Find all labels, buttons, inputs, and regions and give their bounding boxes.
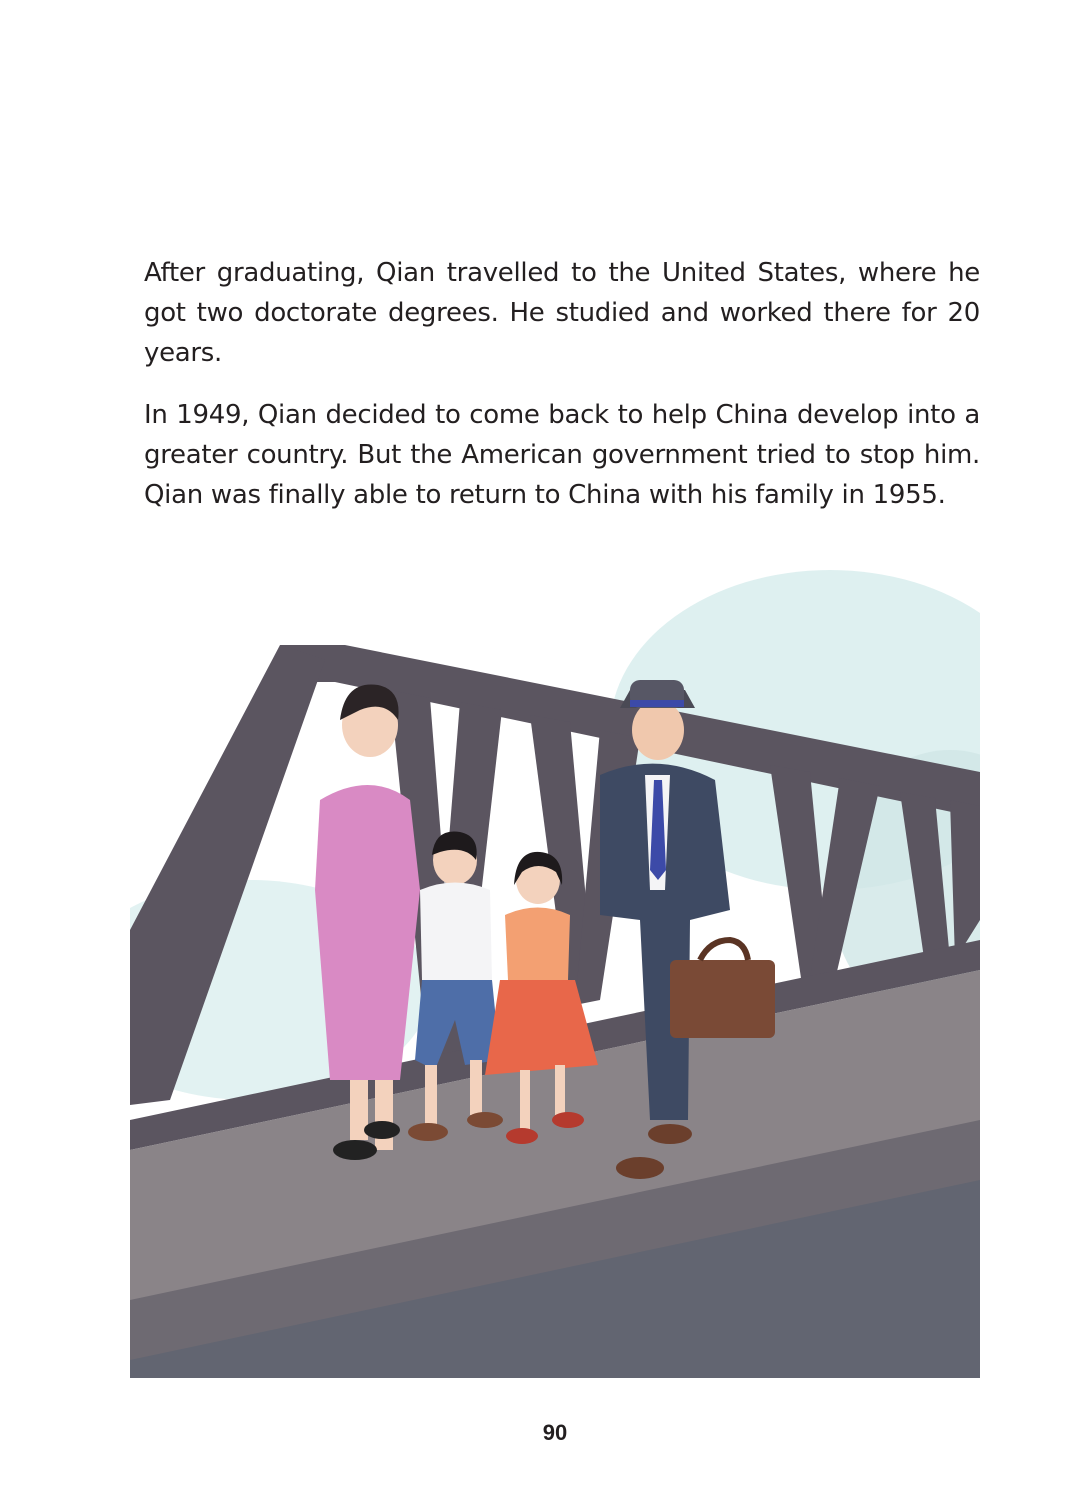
page-number: 90: [542, 1420, 568, 1445]
body-text: [144, 253, 980, 537]
briefcase: [670, 960, 775, 1038]
family-bridge-illustration: [130, 560, 980, 1378]
paragraph-2: In 1949, Qian decided to come back to help China develop into a greater country. But the American government tried to stop him. Qian was finally able to return to China with his family in 1955.: [144, 400, 980, 510]
paragraph-1: After graduating, Qian travelled to the United States, where he got two doctorate degrees. He studied and worked there for 20 years.: [144, 258, 980, 368]
